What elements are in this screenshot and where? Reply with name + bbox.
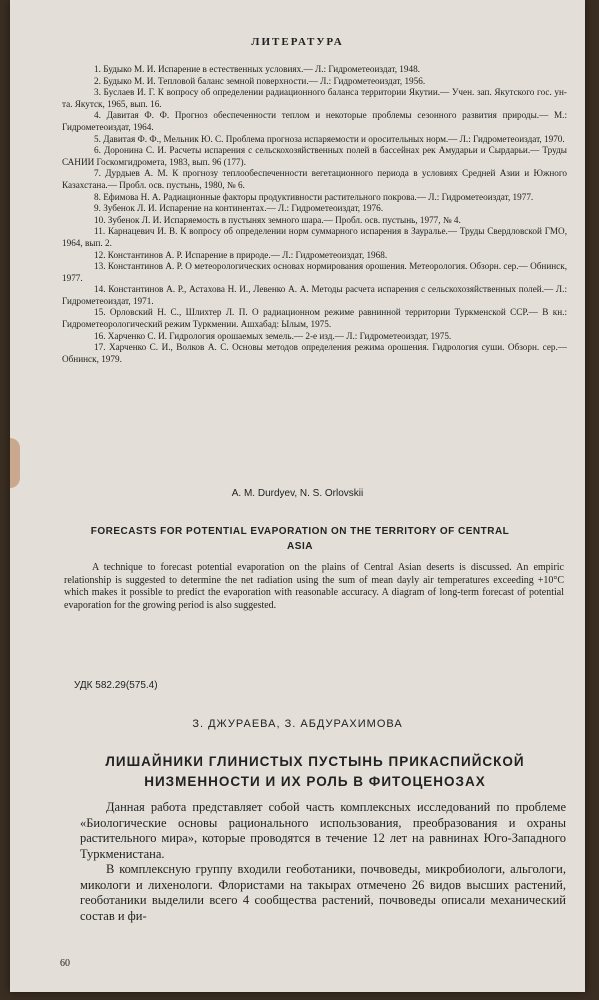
reference-item: 12. Константинов А. Р. Испарение в природе.— Л.: Гидрометеоиздат, 1968. xyxy=(94,249,388,260)
reference-list xyxy=(62,64,567,365)
reference-item: 7. Дурдыев А. М. К прогнозу теплообеспеченности вегетационного периода в условиях Средней Азии и Южного Казахстана.— Пробл. осв. пустынь, 1980, № 6. xyxy=(62,168,567,190)
reference-item: 3. Буслаев И. Г. К вопросу об определении радиационного баланса территории Якутии.— Учен. зап. Якутского гос. ун-та. Якутск, 1965, вып. 16. xyxy=(62,87,567,109)
article-paragraph: В комплексную группу входили геоботаники, почвоведы, микробиологи, альгологи, микологи и лихенологи. Флористами на такырах отмечено 26 видов высших растений, геоботаники выделили всего 4 сообщества растений, почвоведы описали механический состав и фи- xyxy=(80,862,566,923)
udk-code: УДК 582.29(575.4) xyxy=(74,680,158,691)
reference-item: 5. Давитая Ф. Ф., Мельник Ю. С. Проблема прогноза испаряемости и оросительных норм.— Л.: Гидрометеоиздат, 1970. xyxy=(94,133,565,144)
article-paragraph: Данная работа представляет собой часть комплексных исследований по проблеме «Биологические основы рационального использования, преобразования и охраны растительного мира», которые проводятся в течение 12 лет на равнинах Юго-Западного Туркменистана. xyxy=(80,800,566,861)
english-summary-title: FORECASTS FOR POTENTIAL EVAPORATION ON THE TERRITORY OF CENTRAL ASIA xyxy=(90,526,510,552)
reference-item: 2. Будыко М. И. Тепловой баланс земной поверхности.— Л.: Гидрометеоиздат, 1956. xyxy=(94,75,426,86)
reference-item: 1. Будыко М. И. Испарение в естественных условиях.— Л.: Гидрометеоиздат, 1948. xyxy=(94,64,420,74)
reference-item: 14. Константинов А. Р., Астахова Н. И., Левенко А. А. Методы расчета испарения с сельскохозяйственных полей.— Л.: Гидрометеоиздат, 1971. xyxy=(62,284,567,306)
reference-item: 15. Орловский Н. С., Шлихтер Л. П. О радиационном режиме равнинной территории Туркменской ССР.— В кн.: Гидрометеорологический режим Туркмении. Ашхабад: Ылым, 1975. xyxy=(62,307,567,330)
reference-item: 11. Карнацевич И. В. К вопросу об определении норм суммарного испарения в Зауралье.— Труды Свердловской ГМО, 1964, вып. 2. xyxy=(62,226,567,248)
page-number: 60 xyxy=(60,958,70,969)
reference-item: 10. Зубенок Л. И. Испаряемость в пустынях земного шара.— Пробл. осв. пустынь, 1977, № 4. xyxy=(94,214,461,225)
reference-item: 13. Константинов А. Р. О метеорологических основах нормирования орошения. Метеорология. Обзорн. сер.— Обнинск, 1977. xyxy=(62,261,567,283)
reference-item: 17. Харченко С. И., Волков А. С. Основы методов определения режима орошения. Гидрология суши. Обзорн. сер.— Обнинск, 1979. xyxy=(62,342,567,364)
article-body xyxy=(80,800,566,924)
reference-item: 16. Харченко С. И. Гидрология орошаемых земель.— 2-е изд.— Л.: Гидрометеоиздат, 1975. xyxy=(94,330,452,341)
reference-item: 9. Зубенок Л. И. Испарение на континентах.— Л.: Гидрометеоиздат, 1976. xyxy=(94,203,384,214)
literature-heading: ЛИТЕРАТУРА xyxy=(251,36,344,48)
english-summary-abstract: A technique to forecast potential evaporation on the plains of Central Asian deserts is discussed. An empiric relationship is suggested to determine the net radiation using the sum of mean dayly air temperatures exceeding +10°C which makes it possible to predict the evaporation with reasonable accuracy. A diagram of long-term forecast of potential evaporation for the growing period is also suggested. xyxy=(64,562,564,611)
article-authors: З. ДЖУРАЕВА, З. АБДУРАХИМОВА xyxy=(192,718,403,730)
reference-item: 8. Ефимова Н. А. Радиационные факторы продуктивности растительного покрова.— Л.: Гидрометеоиздат, 1977. xyxy=(94,191,534,202)
thumb xyxy=(10,438,20,488)
reference-item: 4. Давитая Ф. Ф. Прогноз обеспеченности теплом и некоторые проблемы сезонного развития природы.— М.: Гидрометеоиздат, 1964. xyxy=(62,110,567,132)
reference-item: 6. Доронина С. И. Расчеты испарения с сельскохозяйственных полей в бассейнах рек Амударьи и Сырдарьи.— Труды САНИИ Госкомгидромета, 1983, вып. 96 (177). xyxy=(62,145,567,167)
book-page xyxy=(10,0,585,992)
english-summary-authors: A. M. Durdyev, N. S. Orlovskii xyxy=(231,488,364,499)
article-title: ЛИШАЙНИКИ ГЛИНИСТЫХ ПУСТЫНЬ ПРИКАСПИЙСКОЙ НИЗМЕННОСТИ И ИХ РОЛЬ В ФИТОЦЕНОЗАХ xyxy=(105,754,525,789)
